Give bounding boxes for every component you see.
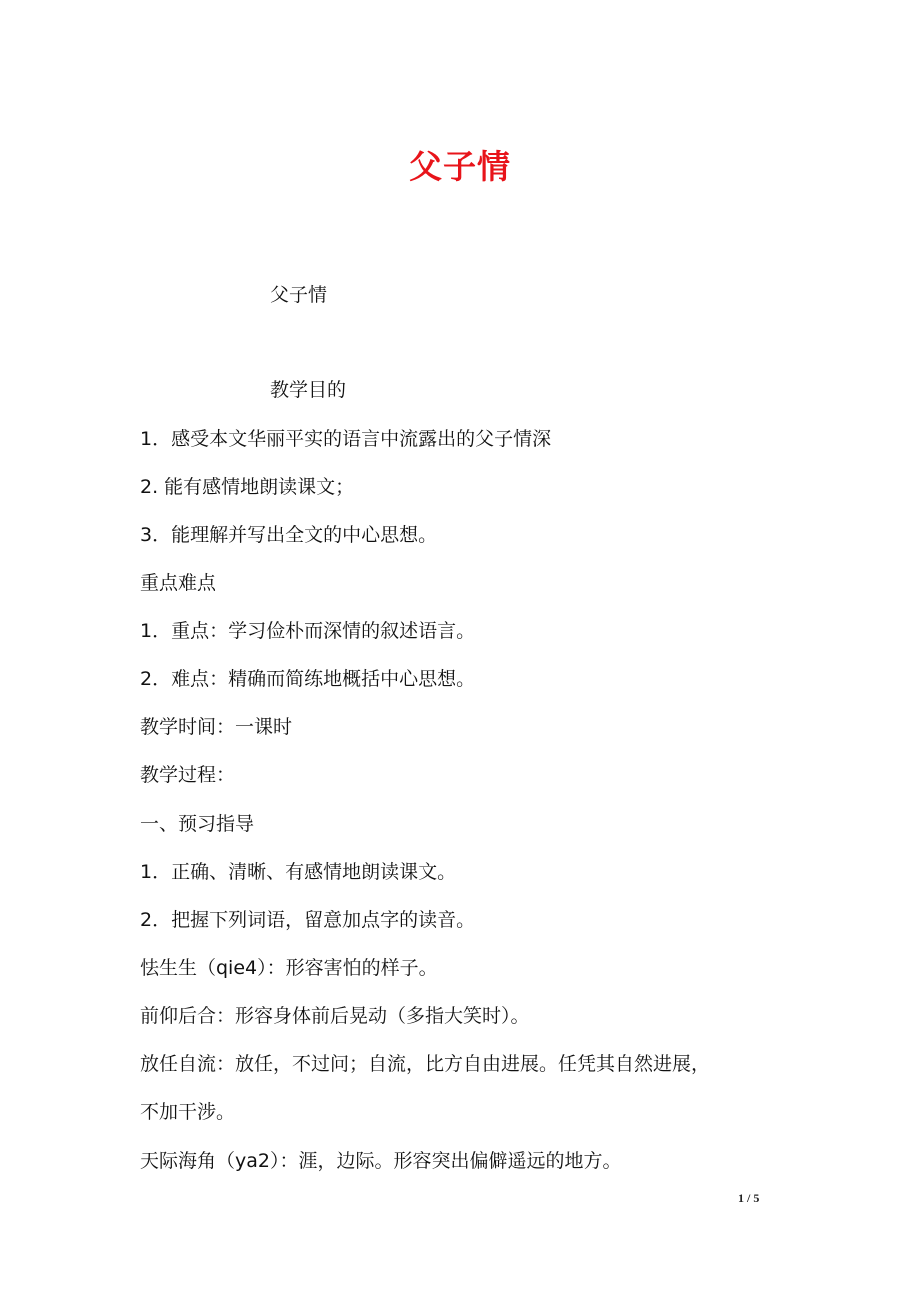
key-point-1: 1．重点：学习俭朴而深情的叙述语言。 <box>140 620 476 642</box>
section-heading-objectives: 教学目的 <box>270 379 347 401</box>
objective-item-2: 2. 能有感情地朗读课文； <box>140 476 355 498</box>
document-title: 父子情 <box>409 147 511 186</box>
vocab-item-1: 怯生生（qie4）：形容害怕的样子。 <box>140 957 438 979</box>
objective-item-3: 3．能理解并写出全文的中心思想。 <box>140 524 438 546</box>
guide-item-1: 1．正确、清晰、有感情地朗读课文。 <box>140 861 457 883</box>
vocab-item-3-line-1: 放任自流：放任，不过问；自流，比方自由进展。任凭其自然进展， <box>140 1053 711 1075</box>
preview-guide-heading: 一、预习指导 <box>140 813 255 835</box>
vocab-item-3-line-2: 不加干涉。 <box>140 1101 236 1123</box>
subtitle: 父子情 <box>270 284 328 306</box>
section-heading-key-points: 重点难点 <box>140 572 217 594</box>
teaching-time: 教学时间：一课时 <box>140 716 293 738</box>
key-point-2: 2．难点：精确而简练地概括中心思想。 <box>140 668 476 690</box>
teaching-process-heading: 教学过程： <box>140 764 236 786</box>
objective-item-1: 1．感受本文华丽平实的语言中流露出的父子情深 <box>140 428 552 450</box>
vocab-item-4: 天际海角（ya2）：涯，边际。形容突出偏僻遥远的地方。 <box>140 1150 622 1172</box>
page-number: 1 / 5 <box>738 1191 760 1205</box>
vocab-item-2: 前仰后合：形容身体前后晃动（多指大笑时）。 <box>140 1005 530 1027</box>
guide-item-2: 2．把握下列词语，留意加点字的读音。 <box>140 909 476 931</box>
